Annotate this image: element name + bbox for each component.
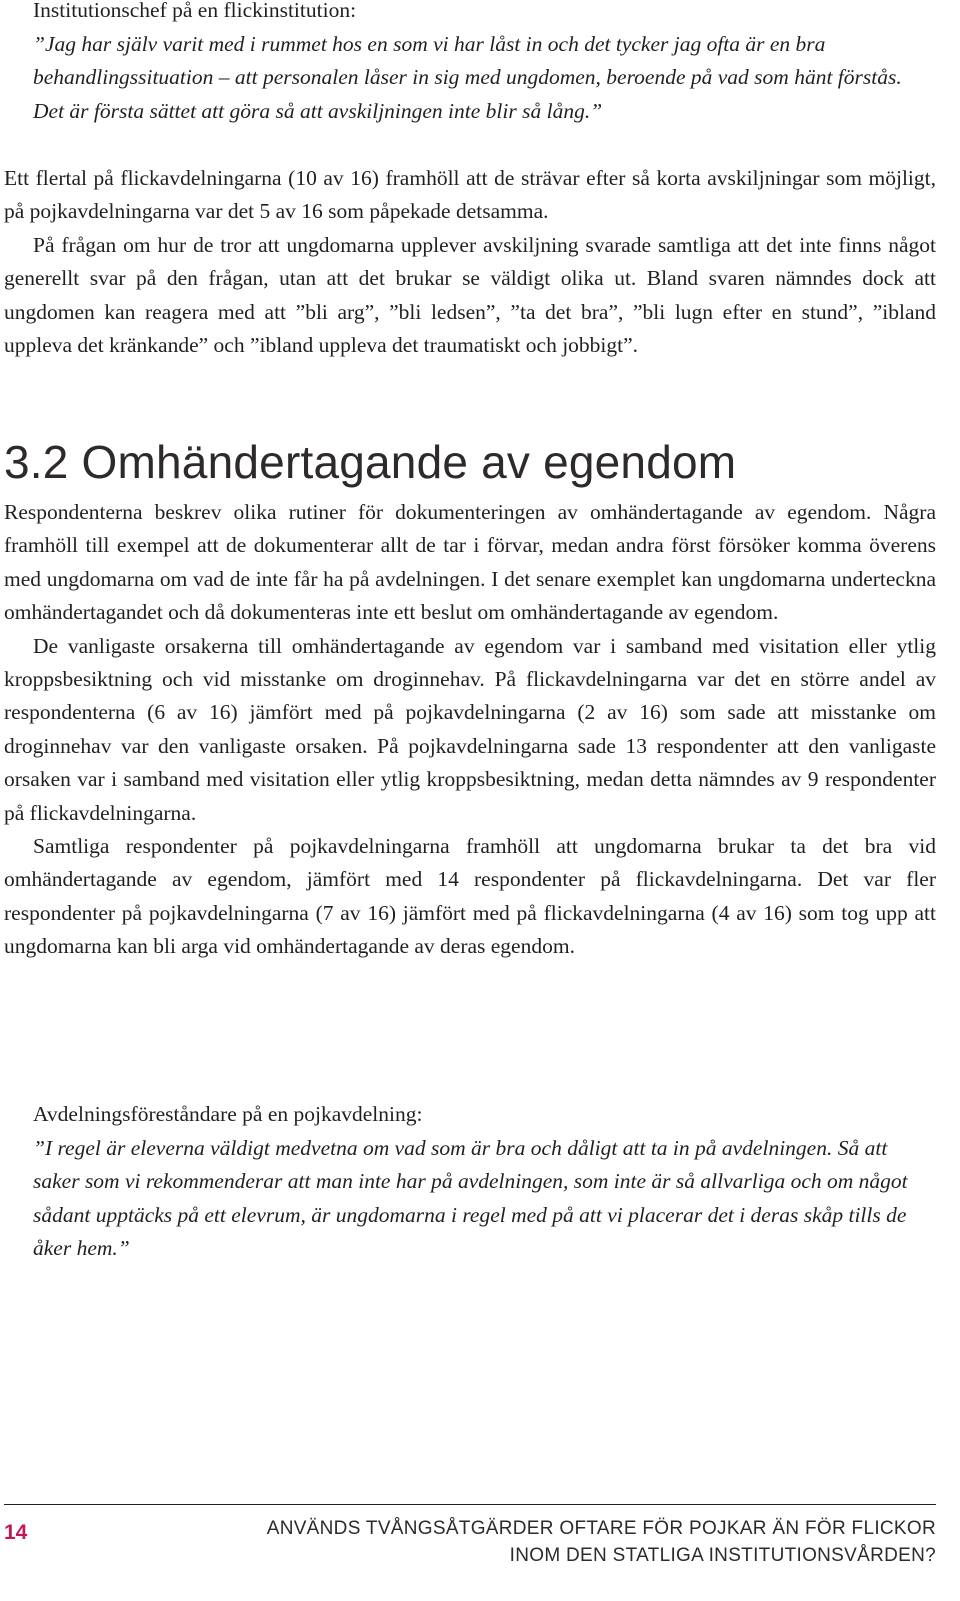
quote-attribution: Avdelningsföreståndare på en pojkavdelning: (33, 1102, 423, 1126)
section-heading: 3.2 Omhändertagande av egendom (4, 436, 737, 488)
quote-text: ”Jag har själv varit med i rummet hos en som vi har låst in och det tycker jag ofta är en bra behandlingssituation – att personalen låser in sig med ungdomen, beroende på vad som hänt förstås. Det är första sättet att göra så att avskiljningen inte blir så lång.” (33, 31, 902, 123)
body-paragraph: De vanligaste orsakerna till omhändertagande av egendom var i samband med visitation eller ytlig kroppsbesiktning och vid misstanke om droginnehav. På flickavdelningarna var det en större andel av respondenterna (6 av 16) jämfört med på pojkavdelningarna (2 av 16) som sade att misstanke om droginnehav var den vanligaste orsaken. På pojkavdelningarna sade 13 respondenter att den vanligaste orsaken var i samband med visitation eller ytlig kroppsbesiktning, medan detta nämndes av 9 respondenter på flickavdelningarna. (4, 633, 936, 825)
quote-attribution: Institutionschef på en flickinstitution: (33, 0, 357, 22)
quote-text: ”I regel är eleverna väldigt medvetna om vad som är bra och dåligt att ta in på avdelningen. Så att saker som vi rekommenderar att man inte har på avdelningen, som inte är så allvarliga och om något sådant upptäcks på ett elevrum, är ungdomarna i regel med på att vi placerar det i deras skåp tills de åker hem.” (33, 1135, 908, 1260)
body-paragraph: Samtliga respondenter på pojkavdelningarna framhöll att ungdomarna brukar ta det bra vid omhändertagande av egendom, jämfört med 14 respondenter på flickavdelningarna. Det var fler respondenter på pojkavdelningarna (7 av 16) jämfört med på flickavdelningarna (4 av 16) som tog upp att ungdomarna kan bli arga vid omhändertagande av deras egendom. (4, 834, 936, 959)
running-head-line: INOM DEN STATLIGA INSTITUTIONSVÅRDEN? (509, 1545, 936, 1566)
section-body-egendom (4, 496, 936, 964)
page-number: 14 (4, 1521, 28, 1544)
body-paragraph: Ett flertal på flickavdelningarna (10 av 16) framhöll att de strävar efter så korta avskiljningar som möjligt, på pojkavdelningarna var det 5 av 16 som påpekade detsamma. (4, 166, 936, 224)
body-paragraph: Respondenterna beskrev olika rutiner för dokumenteringen av omhändertagande av egendom. Några framhöll till exempel att de dokumenterar allt de tar i förvar, medan andra först försöker komma överens med ungdomarna om vad de inte får ha på avdelningen. I det senare exemplet kan ungdomarna underteckna omhändertagandet och då dokumenteras inte ett beslut om omhändertagande av egendom. (4, 500, 936, 625)
section-body-avskiljning (4, 162, 936, 362)
running-head (267, 1515, 936, 1569)
footer-divider (4, 1504, 936, 1505)
quote-department-manager (33, 1098, 928, 1266)
running-head-line: ANVÄNDS TVÅNGSÅTGÄRDER OFTARE FÖR POJKAR ÄN FÖR FLICKOR (266, 1518, 936, 1539)
body-paragraph: På frågan om hur de tror att ungdomarna upplever avskiljning svarade samtliga att det inte finns något generellt svar på den frågan, utan att det brukar se väldigt olika ut. Bland svaren nämndes dock att ungdomen kan reagera med att ”bli arg”, ”bli ledsen”, ”ta det bra”, ”bli lugn efter en stund”, ”ibland uppleva det kränkande” och ”ibland uppleva det traumatiskt och jobbigt”. (4, 232, 936, 358)
quote-institution-chief (33, 0, 928, 128)
